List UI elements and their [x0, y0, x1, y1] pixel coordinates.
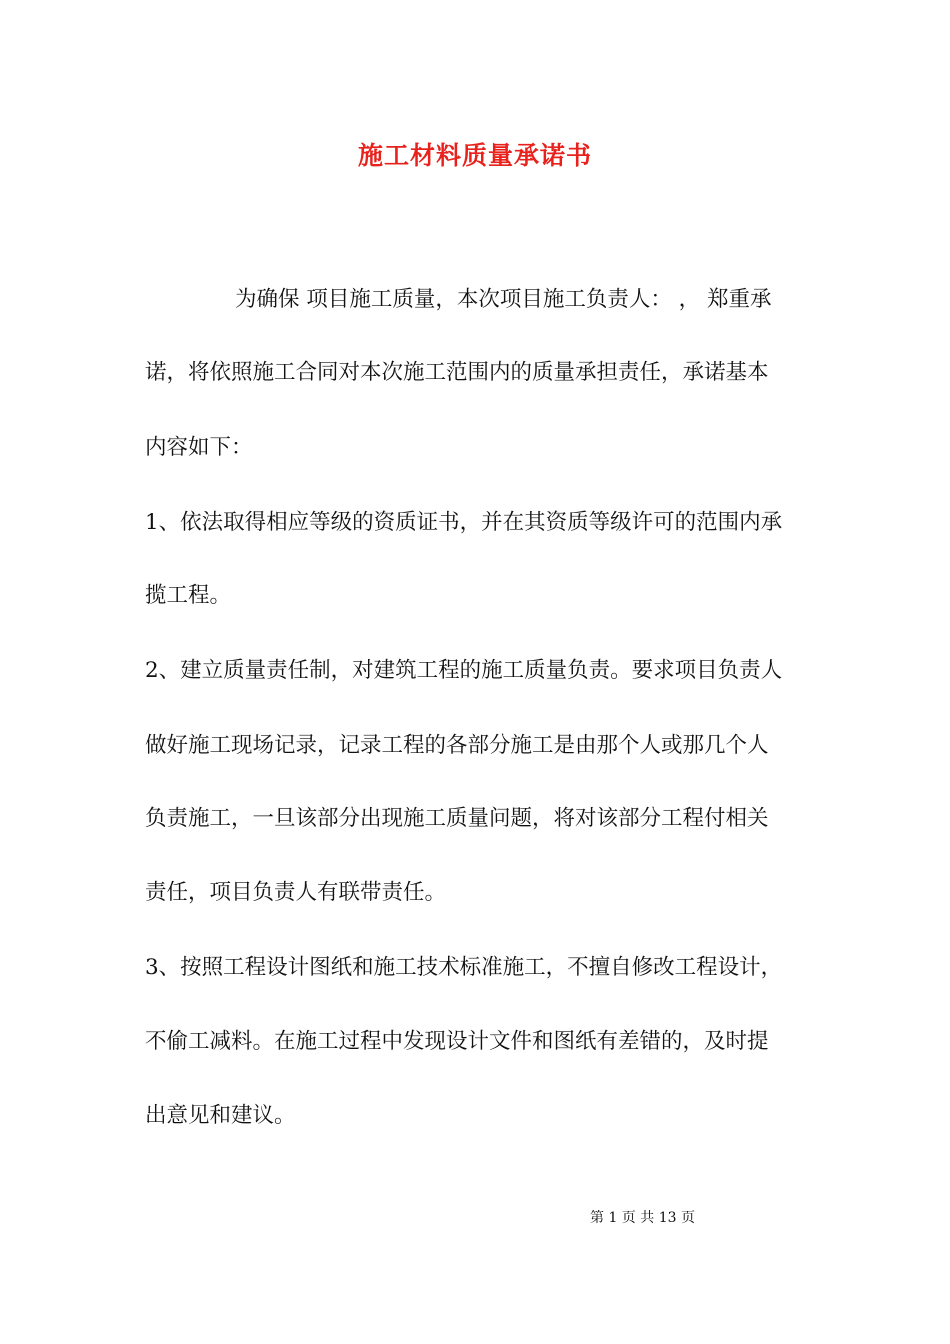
line-3: 内容如下： [145, 435, 253, 460]
line-8: 负责施工，一旦该部分出现施工质量问题，将对该部分工程付相关 [145, 806, 769, 831]
line-5: 揽工程。 [145, 583, 232, 608]
line-2: 诺，将依照施工合同对本次施工范围内的质量承担责任，承诺基本 [145, 360, 769, 385]
document-title: 施工材料质量承诺书 [357, 141, 592, 170]
line-1: 为确保 项目施工质量，本次项目施工负责人： ， 郑重承 [235, 287, 772, 312]
page-footer: 第 1 页 共 13 页 [590, 1210, 695, 1226]
line-6: 2、建立质量责任制，对建筑工程的施工质量负责。要求项目负责人 [145, 658, 783, 683]
line-4: 1、依法取得相应等级的资质证书，并在其资质等级许可的范围内承 [145, 510, 783, 535]
line-7: 做好施工现场记录，记录工程的各部分施工是由那个人或那几个人 [145, 733, 769, 758]
line-9: 责任，项目负责人有联带责任。 [145, 880, 447, 905]
line-10: 3、按照工程设计图纸和施工技术标准施工，不擅自修改工程设计， [145, 955, 783, 980]
line-12: 出意见和建议。 [145, 1103, 296, 1128]
line-11: 不偷工减料。在施工过程中发现设计文件和图纸有差错的，及时提 [145, 1029, 769, 1054]
